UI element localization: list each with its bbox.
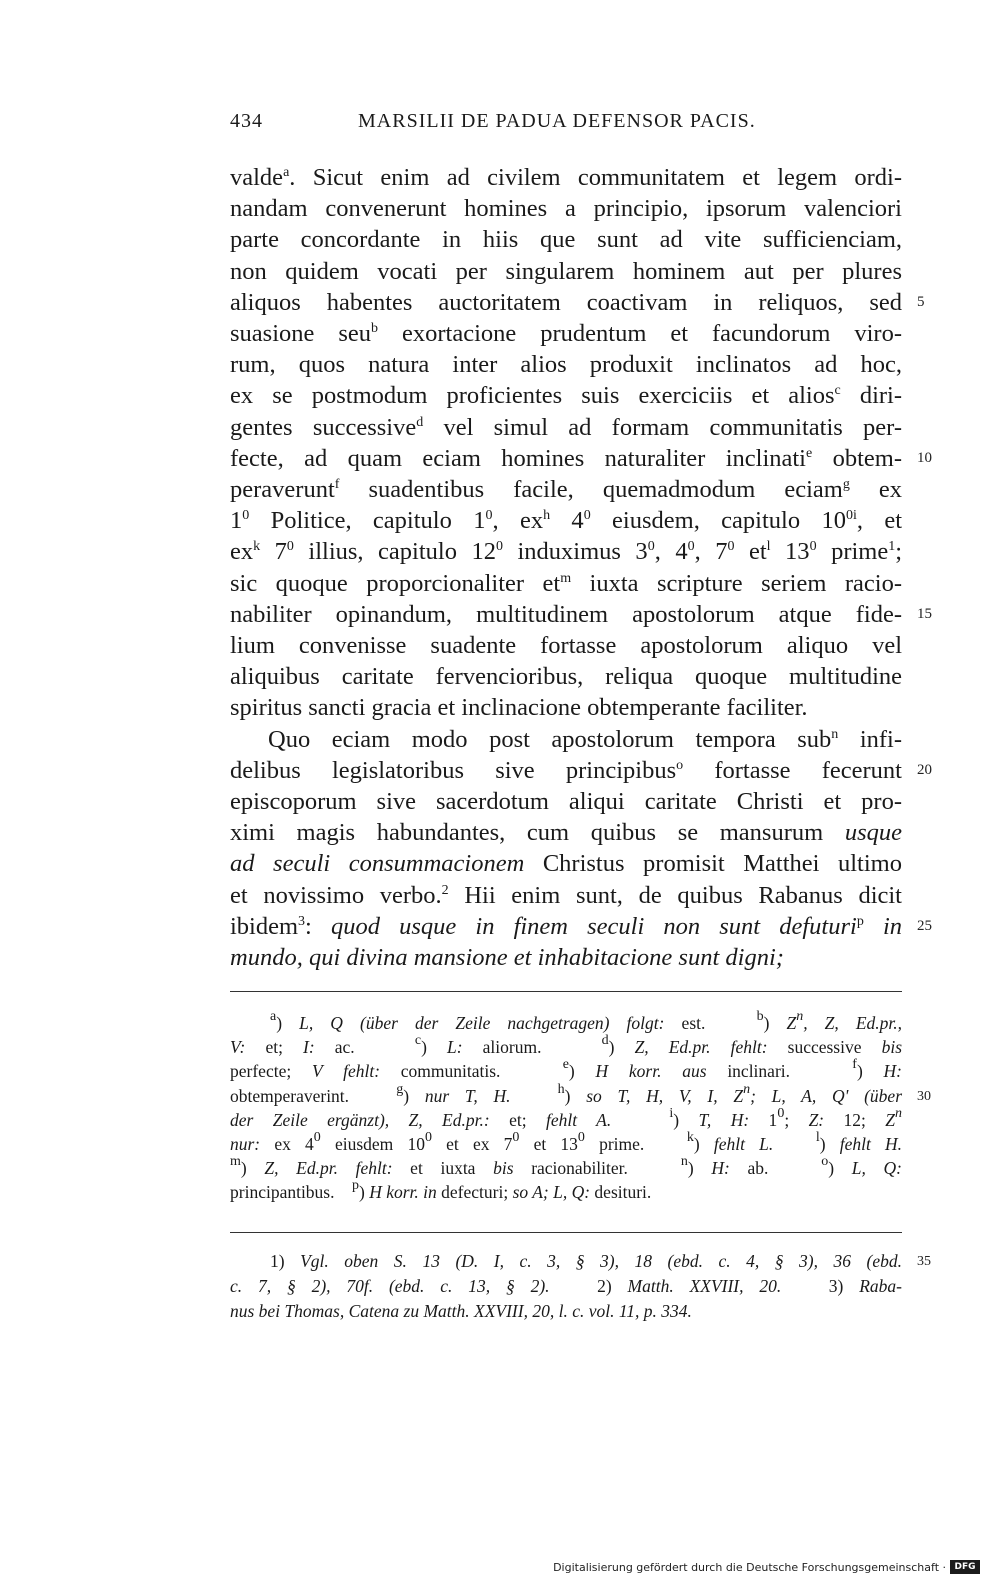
apparatus-line: principantibus. $^p$) H korr. in defecturi; so A; L, Q: desituri. — [230, 1178, 652, 1203]
text-line: aliquibus caritate fervencioribus, reliqua quoque multitudine — [230, 663, 902, 691]
text-line: delibus legislatoribus sive principibus$^o$ fortasse fecerunt — [230, 756, 902, 784]
line-number: 30 — [917, 1088, 931, 1104]
text-line: lium convenisse suadente fortasse apostolorum aliquo vel — [230, 632, 902, 659]
text-line: Quo eciam modo post apostolorum tempora sub$^n$ infi- — [268, 725, 903, 753]
digitization-credit — [553, 1560, 980, 1574]
line-number: 25 — [917, 917, 932, 934]
text-line: rum, quos natura inter alios produxit inclinatos ad hoc, — [230, 351, 902, 379]
apparatus-line: $^a$) L, Q (über der Zeile nachgetragen) folgt: est. $^b$) $Z^n$, Z, Ed.pr., — [270, 1009, 903, 1033]
text-line: fecte, ad quam eciam homines naturaliter inclinati$^e$ obtem- — [230, 444, 902, 472]
apparatus-line: obtemperaverint. $^g$) nur T, H. $^h$) so T, H, V, I, $Z^n$; L, A, Q' (über — [230, 1081, 902, 1106]
apparatus-line: der Zeile ergänzt), Z, Ed.pr.: et; fehlt A. $^i$) T, H: $1^0$; Z: 12; $Z^n$ — [230, 1105, 903, 1130]
text-line: nabiliter opinandum, multitudinem apostolorum atque fide- — [230, 600, 902, 628]
text-line: $ex^k$ $7^0$ illius, capitulo $12^0$ induximus $3^0$, $4^0$, $7^0$ $et^l$ $13^0$ prime$^1$; — [230, 538, 903, 566]
divider-rule — [230, 991, 902, 992]
text-line: spiritus sancti gracia et inclinacione obtemperante faciliter. — [230, 694, 808, 722]
text-line: mundo, qui divina mansione et inhabitacione sunt digni; — [230, 944, 784, 971]
page-number: 434 — [230, 110, 263, 132]
text-line: valde$^a$. Sicut enim ad civilem communitatem et legem ordi- — [230, 164, 902, 191]
apparatus-line: perfecte; V fehlt: communitatis. $^e$) H korr. aus inclinari. $^f$) H: — [230, 1057, 903, 1082]
text-line: ibidem$^3$: quod usque in finem seculi non sunt defuturi$^p$ in — [230, 912, 902, 940]
text-line: nandam convenerunt homines a principio, ipsorum valenciori — [230, 195, 902, 223]
apparatus-line: V: et; I: ac. $^c$) L: aliorum. $^d$) Z, Ed.pr. fehlt: successive bis — [230, 1033, 903, 1058]
line-number: 20 — [917, 761, 932, 778]
credit-text: Digitalisierung gefördert durch die Deutsche Forschungsgemeinschaft · — [553, 1560, 946, 1574]
footnote-line: c. 7, § 2), 70f. (ebd. c. 13, § 2). 2) Matth. XXVIII, 20. 3) Raba- — [230, 1276, 902, 1296]
line-number: 5 — [917, 293, 925, 310]
text-line: non quidem vocati per singularem hominem aut per plures — [230, 257, 902, 285]
footnote-line: nus bei Thomas, Catena zu Matth. XXVIII, 20, l. c. vol. 11, p. 334. — [230, 1301, 692, 1321]
text-line: ximi magis habundantes, cum quibus se mansurum usque — [230, 819, 902, 847]
footnote-line: 1) Vgl. oben S. 13 (D. I, c. 3, § 3), 18 (ebd. c. 4, § 3), 36 (ebd. — [270, 1251, 902, 1271]
running-title: MARSILII DE PADUA DEFENSOR PACIS. — [358, 110, 756, 132]
text-line: parte concordante in hiis que sunt ad vite sufficienciam, — [230, 226, 902, 254]
text-line: gentes successive$^d$ vel simul ad formam communitatis per- — [230, 413, 902, 441]
text-line: sic quoque proporcionaliter $et^m$ iuxta scripture seriem racio- — [230, 569, 902, 597]
line-number: 10 — [917, 449, 932, 466]
text-line: episcoporum sive sacerdotum aliqui caritate Christi et pro- — [230, 788, 902, 815]
divider-rule — [230, 1232, 902, 1233]
line-number: 15 — [917, 605, 932, 622]
apparatus-line: nur: ex $4^0$ eiusdem $10^0$ et ex $7^0$ et $13^0$ prime. $^k$) fehlt L. $^l$) fehlt H. — [230, 1130, 903, 1154]
text-line: ex se postmodum proficientes suis exerciciis et alios$^c$ diri- — [230, 382, 902, 410]
text-line: $1^0$ Politice, capitulo $1^0$, $ex^h$ $4^0$ eiusdem, capitulo $10^{0i}$, et — [230, 507, 903, 535]
text-line: peraverunt$^f$ suadentibus facile, quemadmodum eciam$^g$ ex — [230, 476, 903, 503]
text-line: et novissimo verbo.$^2$ Hii enim sunt, de quibus Rabanus dicit — [230, 881, 902, 909]
apparatus-line: $^m$) Z, Ed.pr. fehlt: et iuxta bis racionabiliter. $^n$) H: ab. $^o$) L, Q: — [230, 1154, 903, 1179]
running-header — [230, 110, 902, 140]
text-line: suasione seu$^b$ exortacione prudentum et facundorum viro- — [230, 320, 902, 347]
text-line: aliquos habentes auctoritatem coactivam in reliquos, sed — [230, 288, 902, 316]
line-number: 35 — [917, 1254, 931, 1269]
text-line: ad seculi consummacionem Christus promisit Matthei ultimo — [230, 850, 902, 878]
dfg-logo: DFG — [950, 1560, 980, 1574]
